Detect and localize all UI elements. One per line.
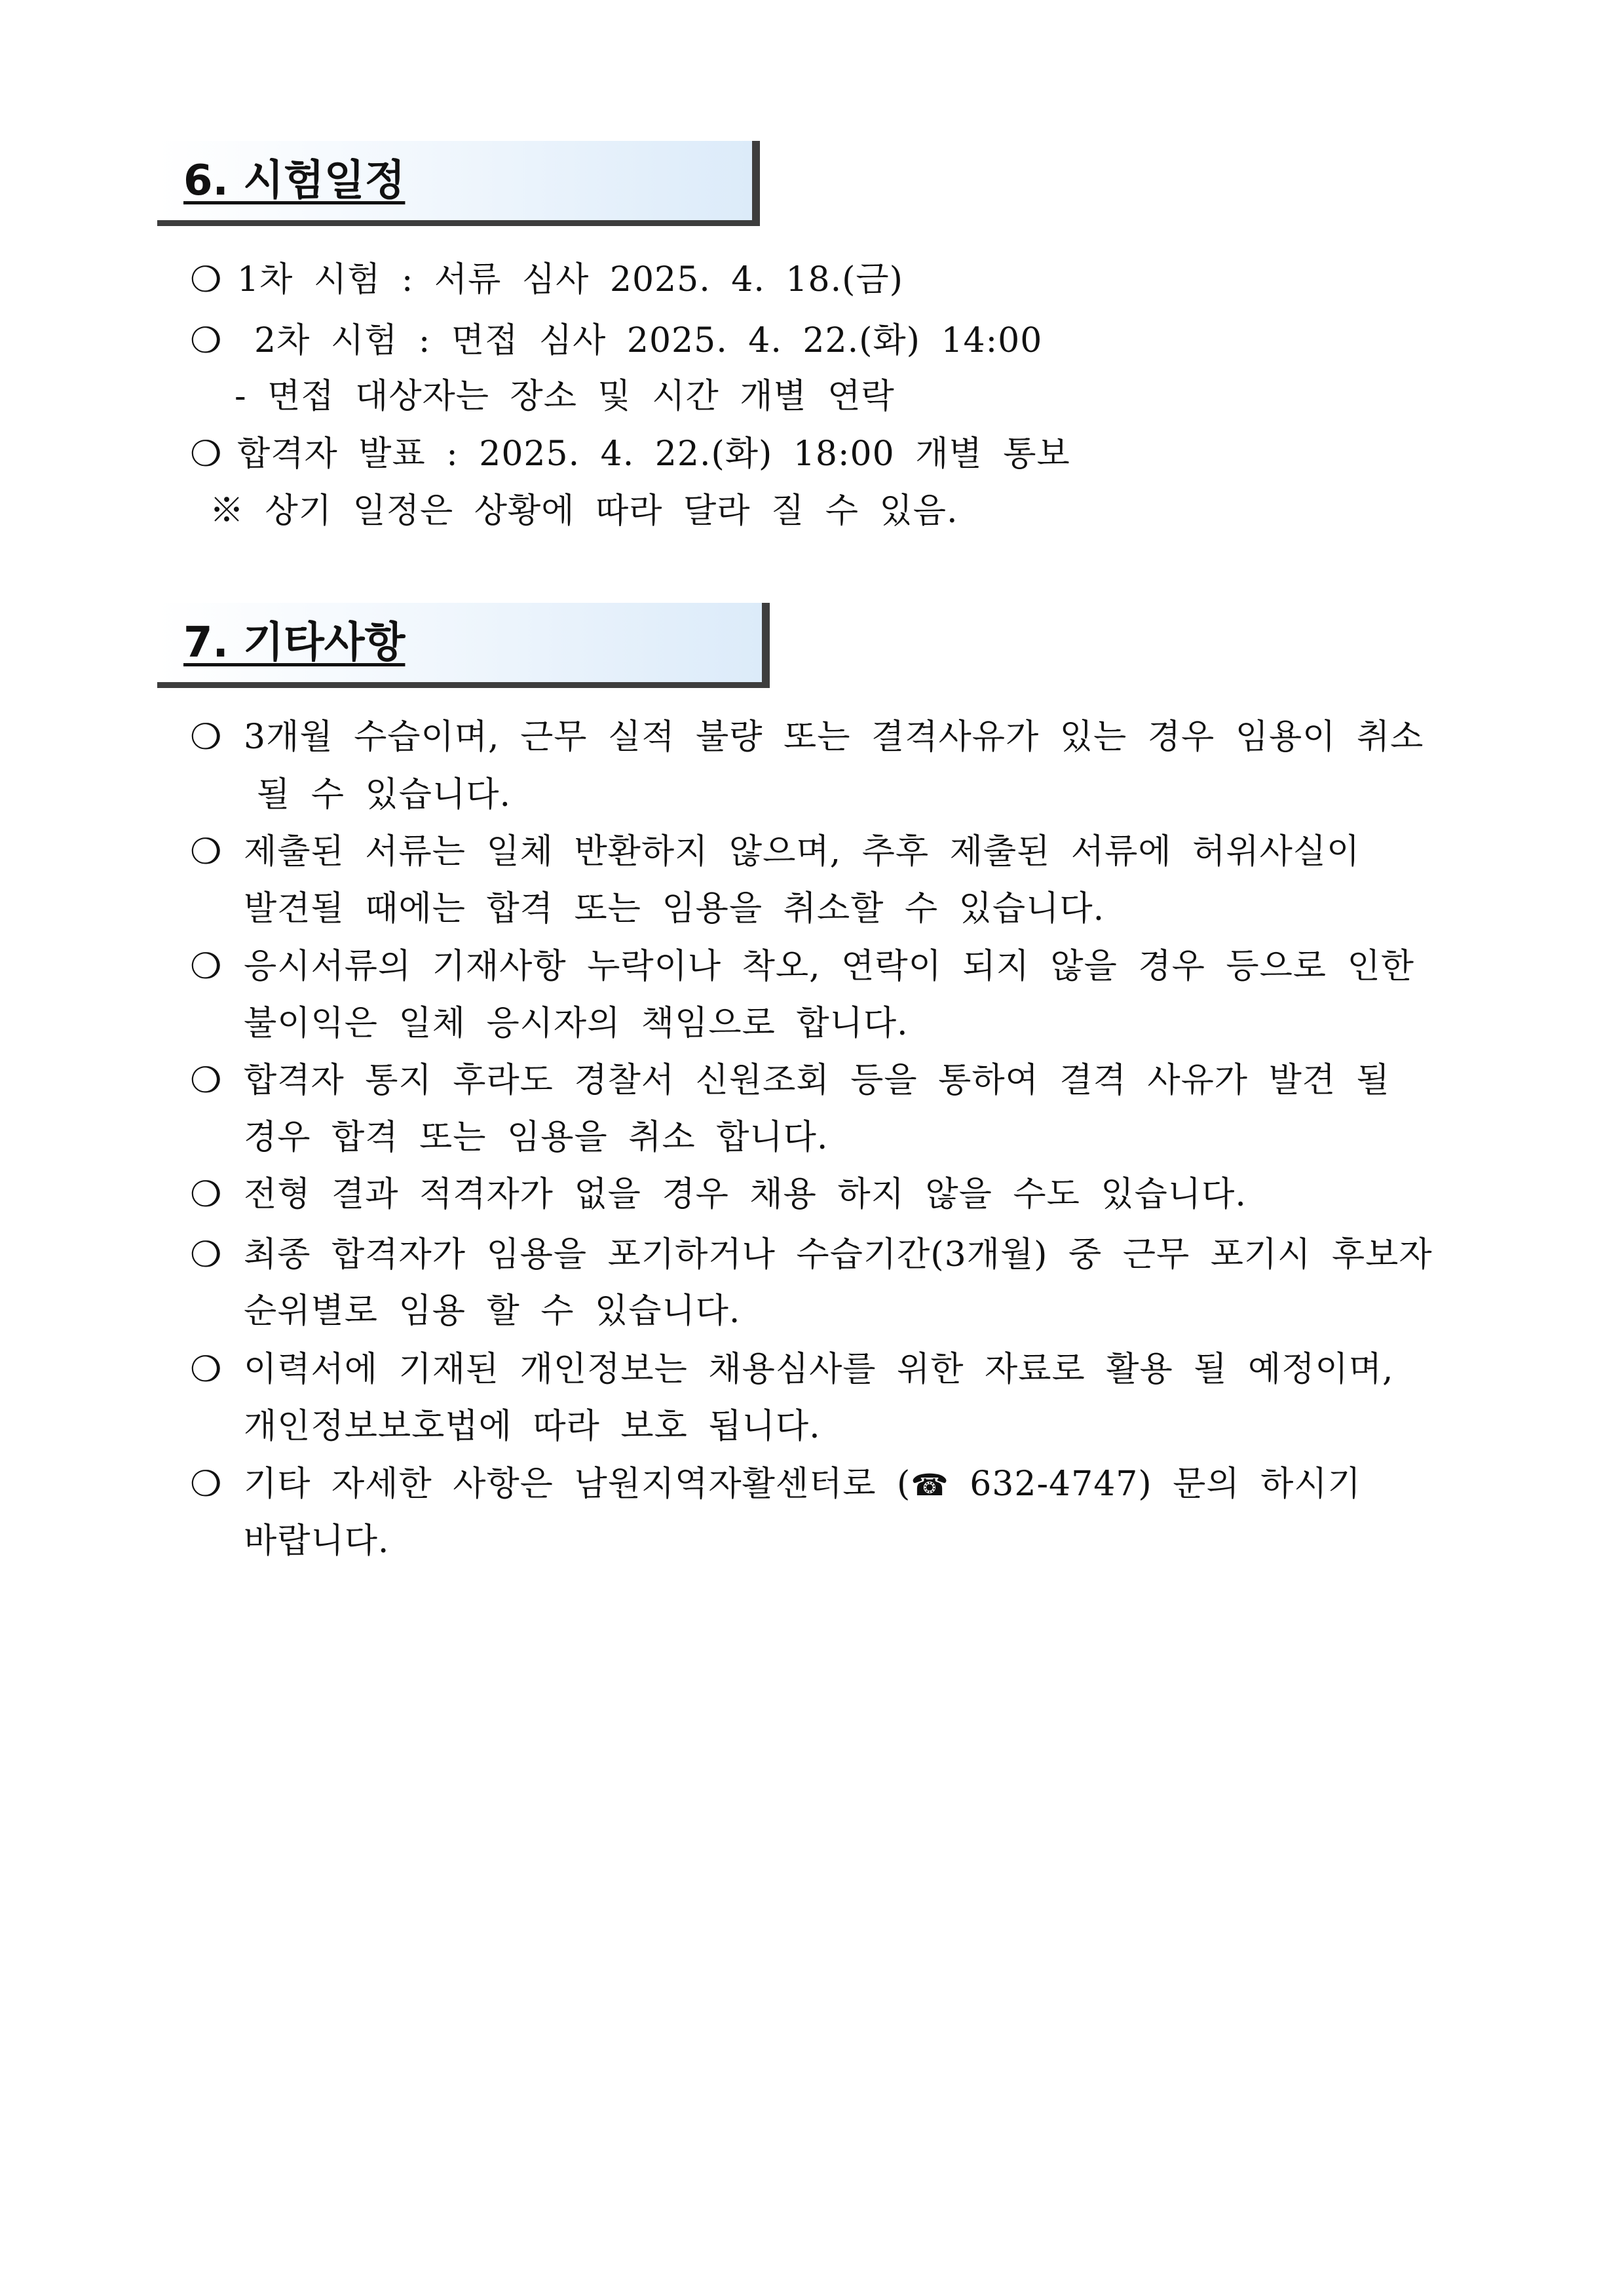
notice-item-3-line-2: 불이익은 일체 응시자의 책임으로 합니다. [244, 1004, 909, 1043]
circle-bullet-icon: ❍ [190, 433, 222, 474]
phone-icon: ☎ [911, 1467, 949, 1502]
section-6-heading-box [157, 141, 760, 226]
contact-phone-number: 632-4747) 문의 하시기 [949, 1464, 1361, 1504]
notice-item-4-line-2: 경우 합격 또는 임용을 취소 합니다. [244, 1118, 829, 1157]
section-7-title: 7. 기타사항 [183, 619, 406, 667]
notice-item-6-line-1: 최종 합격자가 임용을 포기하거나 수습기간(3개월) 중 근무 포기시 후보자 [244, 1235, 1433, 1274]
section-6-title: 6. 시험일정 [183, 157, 406, 205]
circle-bullet-icon: ❍ [190, 259, 222, 300]
schedule-item-2-note: - 면접 대상자는 장소 및 시간 개별 연락 [235, 377, 895, 416]
notice-item-2-line-1: 제출된 서류는 일체 반환하지 않으며, 추후 제출된 서류에 허위사실이 [244, 832, 1361, 871]
contact-line-1 [244, 1461, 1361, 1508]
notice-item-5-line-1: 전형 결과 적격자가 없을 경우 채용 하지 않을 수도 있습니다. [244, 1175, 1247, 1214]
circle-bullet-icon: ❍ [190, 320, 222, 361]
circle-bullet-icon: ❍ [190, 946, 222, 987]
schedule-item-1: 1차 시험 : 서류 심사 2025. 4. 18.(금) [237, 260, 903, 299]
notice-item-4-line-1: 합격자 통지 후라도 경찰서 신원조회 등을 통하여 결격 사유가 발견 될 [244, 1061, 1390, 1100]
circle-bullet-icon: ❍ [190, 1174, 222, 1215]
schedule-notice: ※ 상기 일정은 상황에 따라 달라 질 수 있음. [210, 491, 958, 531]
section-7-heading-box [157, 603, 770, 688]
schedule-item-3: 합격자 발표 : 2025. 4. 22.(화) 18:00 개별 통보 [237, 434, 1070, 474]
circle-bullet-icon: ❍ [190, 1060, 222, 1101]
notice-item-1-line-1: 3개월 수습이며, 근무 실적 불량 또는 결격사유가 있는 경우 임용이 취소 [244, 718, 1424, 757]
notice-item-7-line-1: 이력서에 기재된 개인정보는 채용심사를 위한 자료로 활용 될 예정이며, [244, 1350, 1394, 1389]
notice-item-7-line-2: 개인정보보호법에 따라 보호 됩니다. [244, 1407, 821, 1446]
notice-item-2-line-2: 발견될 때에는 합격 또는 임용을 취소할 수 있습니다. [244, 889, 1105, 928]
contact-text-before: 기타 자세한 사항은 남원지역자활센터로 ( [244, 1464, 911, 1504]
circle-bullet-icon: ❍ [190, 716, 222, 757]
circle-bullet-icon: ❍ [190, 1463, 222, 1504]
notice-item-1-line-2: 될 수 있습니다. [257, 775, 511, 814]
circle-bullet-icon: ❍ [190, 1234, 222, 1275]
circle-bullet-icon: ❍ [190, 831, 222, 872]
contact-line-2: 바랍니다. [244, 1521, 390, 1561]
circle-bullet-icon: ❍ [190, 1349, 222, 1390]
notice-item-3-line-1: 응시서류의 기재사항 누락이나 착오, 연락이 되지 않을 경우 등으로 인한 [244, 947, 1415, 986]
notice-item-6-line-2: 순위별로 임용 할 수 있습니다. [244, 1292, 741, 1331]
schedule-item-2: 2차 시험 : 면접 심사 2025. 4. 22.(화) 14:00 [254, 321, 1043, 360]
